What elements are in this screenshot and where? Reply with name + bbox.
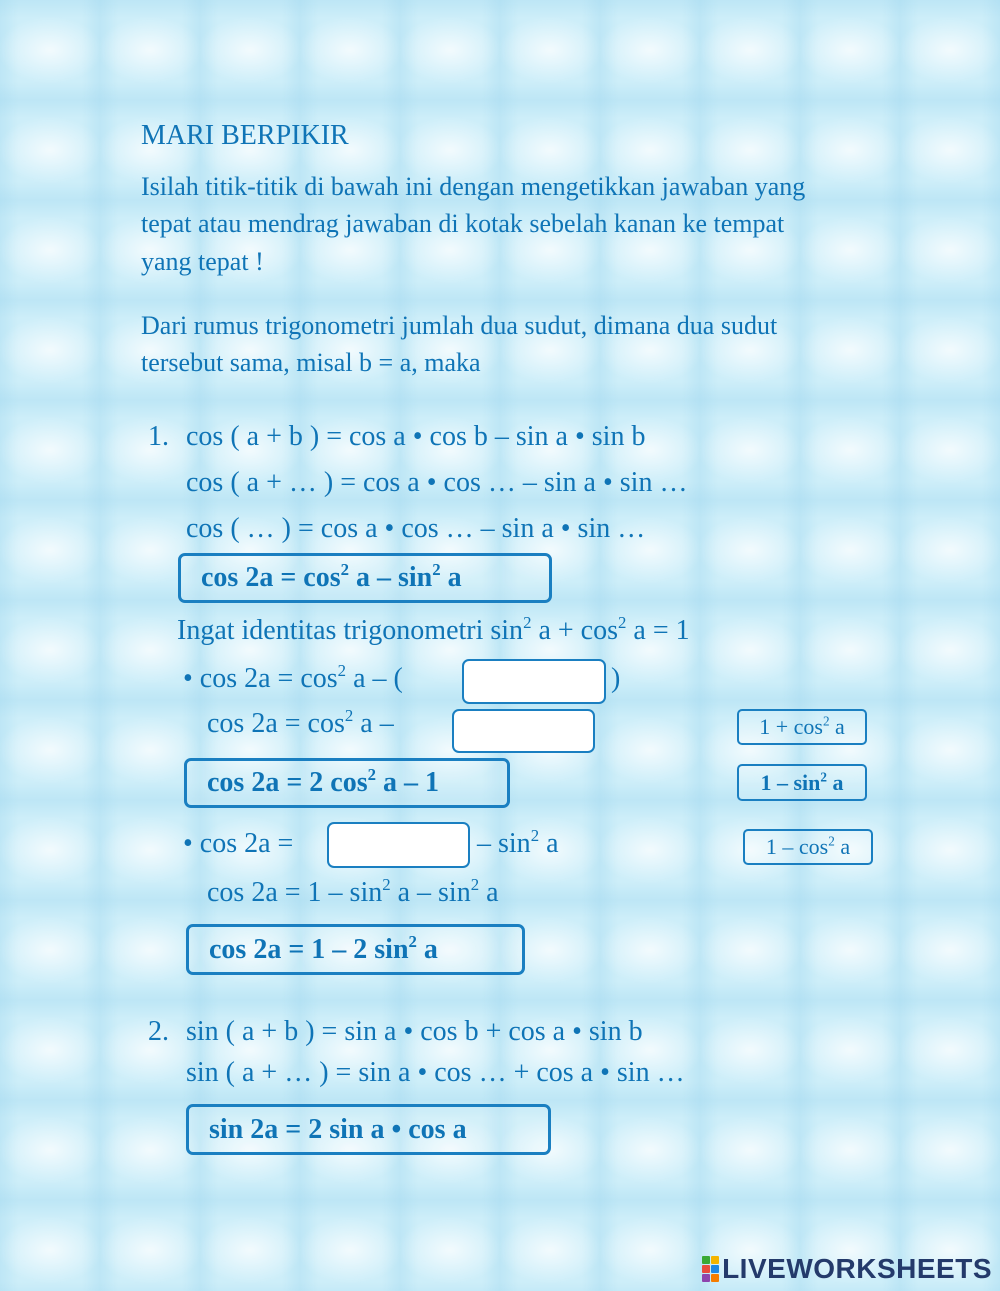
question-number-1: 1.	[148, 421, 169, 452]
q1-formula-line-2: cos ( a + … ) = cos a • cos … – sin a • sin …	[186, 467, 688, 498]
q1-formula-line-1: cos ( a + b ) = cos a • cos b – sin a • sin b	[186, 421, 646, 452]
drag-option-1-plus-cos2[interactable]	[737, 709, 867, 745]
result-box-cos2a-text: $\cos 2a = \cos^2 a - \sin^2 a$	[201, 560, 462, 593]
answer-blank-3[interactable]	[327, 822, 470, 868]
result-box-sin2a	[186, 1104, 551, 1155]
drag-option-3-label: $1 - \cos^2 a$	[765, 833, 851, 859]
q2-formula-line-2: sin ( a + … ) = sin a • cos … + cos a • sin …	[186, 1057, 685, 1088]
result-box-cos2a-sin	[186, 924, 525, 975]
question-number-2: 2.	[148, 1016, 169, 1047]
drag-option-1-minus-cos2[interactable]	[743, 829, 873, 865]
identity-reminder: Ingat identitas trigonometri $\sin^2 a + \cos^2 a = 1$	[177, 613, 690, 646]
drag-option-1-minus-sin2[interactable]	[737, 764, 867, 801]
result-box-sin2a-text: sin 2a = 2 sin a • cos a	[209, 1113, 467, 1145]
result-box-cos2a-sin-text: cos 2a = 1 – 2 $\sin^2 a$	[209, 931, 438, 965]
q2-formula-line-1: sin ( a + b ) = sin a • cos b + cos a • sin b	[186, 1016, 643, 1047]
liveworksheets-logo-icon	[702, 1256, 719, 1282]
bullet-1-line-1: • $\cos 2a = \cos^2 a$ – (	[183, 661, 403, 694]
instruction-line-1: Isilah titik-titik di bawah ini dengan mengetikkan jawaban yang	[141, 172, 806, 201]
page-title: MARI BERPIKIR	[141, 120, 349, 151]
instruction-line-3: yang tepat !	[141, 247, 264, 276]
intro-line-1: Dari rumus trigonometri jumlah dua sudut, dimana dua sudut	[141, 311, 778, 340]
instruction-line-2: tepat atau mendrag jawaban di kotak sebelah kanan ke tempat	[141, 209, 785, 238]
liveworksheets-logo	[702, 1254, 992, 1284]
drag-option-2-label: $1 - \sin^2 a$	[760, 768, 844, 795]
bullet-1-line-2: $\cos 2a = \cos^2 a$ –	[207, 706, 394, 739]
brand-name: LIVEWORKSHEETS	[722, 1253, 992, 1284]
result-box-cos2a-cos-text: cos 2a = 2 $\cos^2 a - 1$	[207, 765, 439, 798]
result-box-cos2a	[178, 553, 552, 603]
answer-blank-1[interactable]	[462, 659, 606, 704]
intro-line-2: tersebut sama, misal b = a, maka	[141, 348, 481, 377]
bullet-1-close-paren: )	[611, 663, 621, 694]
bullet-2-line-1-start: • cos 2a =	[183, 828, 294, 859]
bullet-2-line-2: $\cos 2a = 1 - \sin^2 a - \sin^2 a$	[207, 875, 499, 908]
answer-blank-2[interactable]	[452, 709, 595, 753]
result-box-cos2a-cos	[184, 758, 510, 808]
q1-formula-line-3: cos ( … ) = cos a • cos … – sin a • sin …	[186, 513, 646, 544]
drag-option-1-label: $1 + \cos^2 a$	[759, 713, 845, 739]
bullet-2-line-1-end: – $\sin^2 a$	[477, 826, 559, 859]
